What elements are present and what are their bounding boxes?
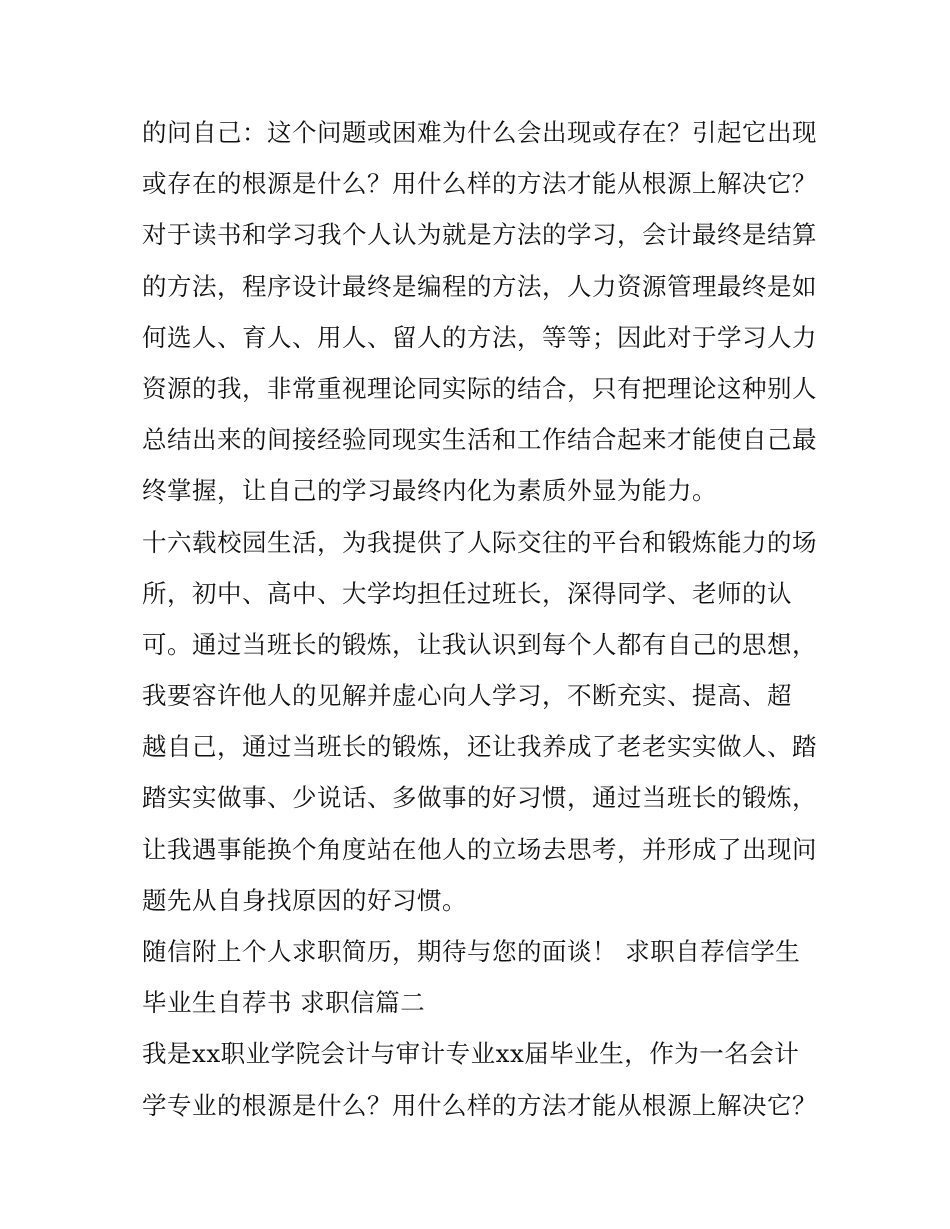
text-line-3: 对于读书和学习我个人认为就是方法的学习，会计最终是结算 xyxy=(142,220,817,250)
document-body xyxy=(142,107,822,1131)
text-line-9: 十六载校园生活，为我提供了人际交往的平台和锻炼能力的场 xyxy=(142,527,817,557)
text-line-16: 题先从自身找原因的好习惯。 xyxy=(142,885,467,915)
text-line-4: 的方法，程序设计最终是编程的方法，人力资源管理最终是如 xyxy=(142,271,817,301)
text-line-15: 让我遇事能换个角度站在他人的立场去思考，并形成了出现问 xyxy=(142,834,817,864)
text-line-18: 毕业生自荐书 求职信篇二 xyxy=(142,988,426,1018)
text-line-1: 的问自己：这个问题或困难为什么会出现或存在？引起它出现 xyxy=(142,118,817,147)
text-line-13: 越自己，通过当班长的锻炼，还让我养成了老老实实做人、踏 xyxy=(142,732,817,762)
text-line-7: 总结出来的间接经验同现实生活和工作结合起来才能使自己最 xyxy=(142,425,817,455)
text-line-20: 学专业的根源是什么？用什么样的方法才能从根源上解决它？ xyxy=(142,1090,817,1120)
text-line-17: 随信附上个人求职简历，期待与您的面谈！ 求职自荐信学生 xyxy=(142,937,801,966)
text-line-6: 资源的我，非常重视理论同实际的结合，只有把理论这种别人 xyxy=(142,373,817,403)
text-line-12: 我要容许他人的见解并虚心向人学习，不断充实、提高、超 xyxy=(142,681,792,711)
text-line-14: 踏实实做事、少说话、多做事的好习惯，通过当班长的锻炼， xyxy=(142,783,817,813)
text-line-10: 所，初中、高中、大学均担任过班长，深得同学、老师的认 xyxy=(142,578,792,608)
text-line-8: 终掌握，让自己的学习最终内化为素质外显为能力。 xyxy=(142,476,717,506)
text-line-2: 或存在的根源是什么？用什么样的方法才能从根源上解决它？ xyxy=(142,169,817,199)
text-line-11: 可。通过当班长的锻炼，让我认识到每个人都有自己的思想， xyxy=(142,629,817,659)
text-line-5: 何选人、育人、用人、留人的方法，等等；因此对于学习人力 xyxy=(142,322,817,352)
text-line-19: 我是xx职业学院会计与审计专业xx届毕业生，作为一名会计 xyxy=(142,1039,800,1069)
